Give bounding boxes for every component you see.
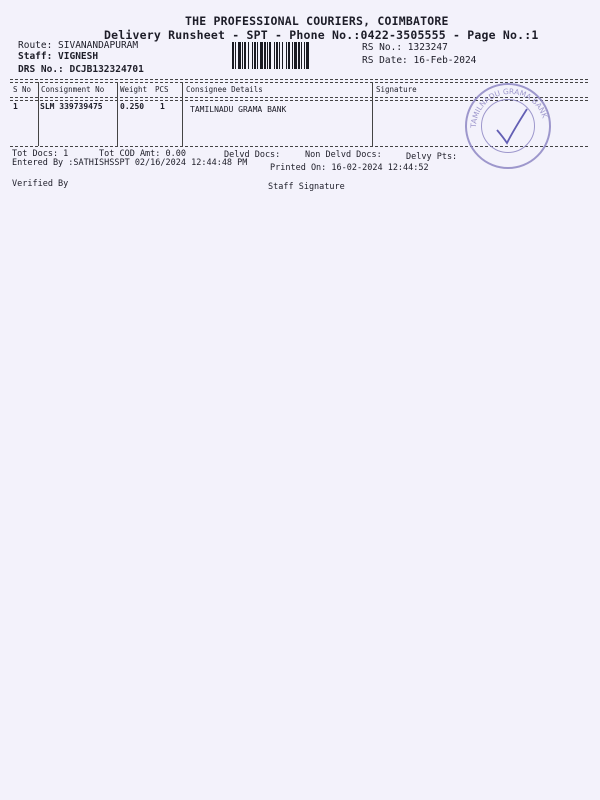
row-consignment: SLM 339739475 [40,102,103,111]
stamp-text: TAMILNADU GRAMA BANK [468,86,550,129]
company-title: THE PROFESSIONAL COURIERS, COIMBATORE [185,14,449,28]
entered-by: Entered By :SATHISHSSPT 02/16/2024 12:44:48 PM [12,158,248,168]
signature-scribble [497,109,527,143]
col-header-signature: Signature [376,85,417,94]
col-divider [117,82,118,146]
staff-signature: Staff Signature [268,182,345,192]
row-sno: 1 [13,102,18,111]
col-divider [372,82,373,146]
col-header-pcs: PCS [155,85,169,94]
rs-date: RS Date: 16-Feb-2024 [362,55,477,66]
table-top-rule [10,79,588,80]
col-divider [182,82,183,146]
bank-stamp [465,83,551,169]
runsheet-subtitle: Delivery Runsheet - SPT - Phone No.:0422-3505555 - Page No.:1 [104,28,539,42]
row-weight: 0.250 [120,102,145,111]
staff-field: Staff: VIGNESH [18,51,99,62]
printed-on: Printed On: 16-02-2024 12:44:52 [270,163,429,173]
col-header-consignment: Consignment No [41,85,105,94]
non-delvd-docs: Non Delvd Docs: [305,150,382,160]
row-consignee: TAMILNADU GRAMA BANK [190,105,287,114]
row-pcs: 1 [160,102,165,111]
barcode [232,42,352,69]
svg-text:TAMILNADU GRAMA BANK [469,87,550,129]
barcode-bar [309,42,311,69]
tot-docs: Tot Docs: 1 [12,149,69,159]
delvd-docs: Delvd Docs: [224,150,281,160]
verified-by: Verified By [12,179,69,189]
drs-number: DRS No.: DCJB132324701 [18,64,144,75]
col-header-sno: S No [13,85,32,94]
delvy-pts: Delvy Pts: [406,152,458,162]
rs-number: RS No.: 1323247 [362,42,448,53]
tot-cod-amt: Tot COD Amt: 0.00 [99,149,186,159]
col-header-weight: Weight [120,85,148,94]
route-field: Route: SIVANANDAPURAM [18,40,139,51]
col-header-consignee: Consignee Details [186,85,263,94]
col-divider [38,82,39,146]
